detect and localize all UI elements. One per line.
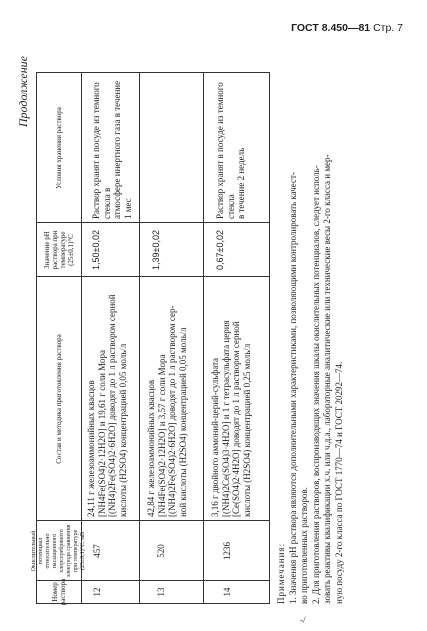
ph-value: 1,50±0,02 — [91, 230, 101, 270]
row-number: 14 — [222, 587, 232, 597]
notes-block — [276, 64, 345, 604]
header-number: Номер раствора — [51, 578, 67, 606]
composition-line: 42,84 г железоаммонийных квасцов — [146, 379, 156, 517]
composition-line: [NH4Fe(SO4)2·12H2O] и 3,57 г соли Мора — [156, 354, 167, 517]
storage-text — [207, 73, 250, 223]
composition-line: [(NH4)2Ce(SO4)3·4H2O] и 1 г тетрасульфата церия — [220, 320, 231, 517]
header-composition: Состав и методика приготовления раствора — [55, 334, 63, 464]
header-potential: Окислительный потенциал относительно насыщенного хлорсеребряного электрода сравнения при температуре (25±0,1)°С, мВ — [31, 524, 86, 578]
potential-value: 457 — [92, 544, 102, 558]
page-header — [291, 22, 403, 34]
note-line: 1. Значения pH раствора являются дополнительными характеристиками, позволяющими контролировать качест- — [287, 172, 298, 604]
continuation-label: Продолжение — [16, 56, 30, 128]
potential-value: 1236 — [222, 542, 232, 560]
composition-text — [83, 277, 131, 521]
ph-value: 0,67±0,02 — [215, 230, 225, 270]
rotated-page-content — [10, 50, 370, 610]
page-number: 7 — [397, 22, 403, 34]
solutions-table — [31, 72, 270, 606]
row-number: 13 — [156, 587, 166, 597]
composition-line: [(NH4)2Fe(SO4)2·6H2O] доводят до 1 л раствором сер- — [167, 305, 177, 517]
storage-line: атмосфере инертного газа в течение 1 мес — [112, 80, 133, 219]
row-divider — [139, 73, 140, 603]
composition-line: кислоты (H2SO4) концентрацией 0,25 моль/л — [241, 343, 252, 517]
margin-mark: -/ — [300, 615, 306, 625]
composition-line: [NH4Fe(SO4)2·12H2O] и 19,61 г соли Мора — [96, 350, 107, 517]
note-line: во приготовленных растворов. — [299, 487, 309, 604]
storage-line: в течение 2 недель — [236, 147, 246, 219]
composition-text — [207, 277, 255, 521]
ph-value: 1,39±0,02 — [151, 230, 161, 270]
composition-line: [(NH4)2Fe(SO4)2·6H2O] доводят до 1 л раствором серной — [107, 294, 117, 517]
composition-text — [143, 277, 191, 521]
note-line: зовать реактивы квалификации х.ч. или ч.д.а., лабораторные аналитические или технические весы 2-го класса и мер- — [322, 154, 332, 604]
row-divider — [203, 73, 204, 603]
composition-line: ной кислоты (H2SO4) концентрацией 0,05 моль/л — [177, 327, 188, 517]
potential-value: 520 — [156, 544, 166, 558]
header-ph: Значение pH раствора при температуре (25±0,1)°С — [43, 230, 75, 270]
storage-text — [83, 73, 136, 223]
composition-line: кислоты (H2SO4) концентрацией 0,05 моль/л — [117, 343, 128, 517]
storage-line: Раствор хранят в посуде из темного стекла в — [91, 82, 112, 219]
storage-line: Раствор хранят в посуде из темного стекла — [215, 82, 236, 219]
composition-line: [Ce(SO4)2·4H2O] доводят до 1 л раствором серной — [231, 321, 241, 517]
notes-heading: Примечания: — [276, 542, 286, 604]
composition-line: 24,11 г железоаммонийных квасцов — [86, 380, 96, 517]
row-number: 12 — [92, 587, 102, 597]
note-line: 2. Для приготовления растворов, воспроизводящих значения шкалы окислительных потенциалов, следует исполь- — [310, 165, 321, 604]
composition-line: 3,16 г двойного аммоний-церий-сульфата — [210, 357, 220, 517]
standard-number: ГОСТ 8.450—81 — [291, 22, 371, 34]
note-line: ную посуду 2-го класса по ГОСТ 1770—74 и ГОСТ 20292—74. — [333, 361, 344, 604]
header-storage: Условия хранения раствора — [55, 107, 63, 189]
page-prefix: Стр. — [373, 22, 395, 34]
